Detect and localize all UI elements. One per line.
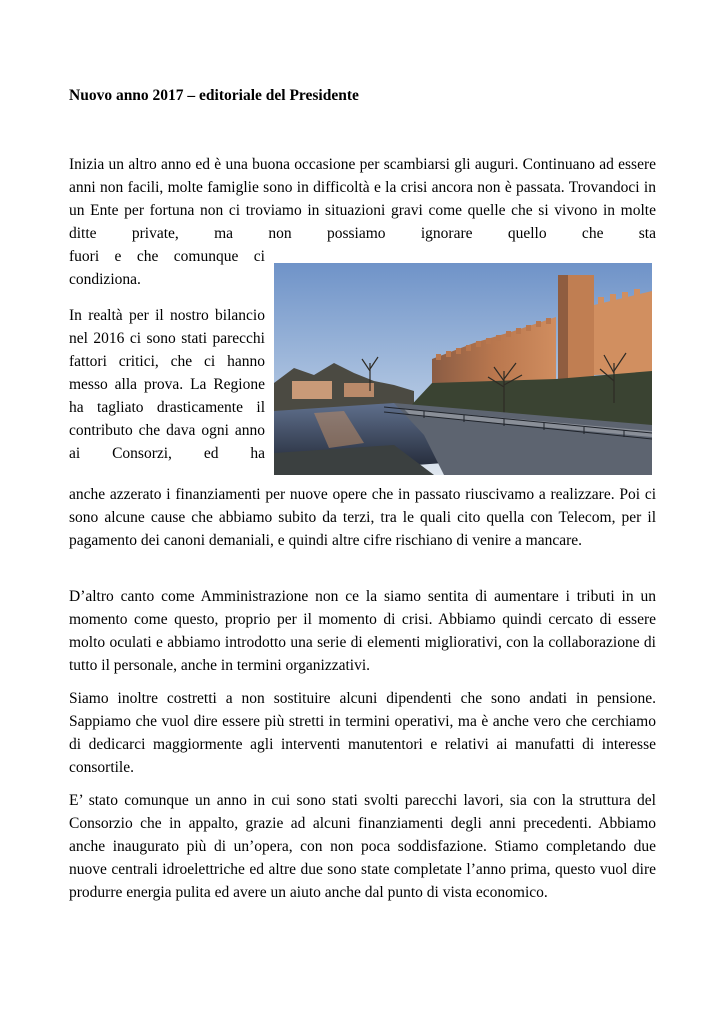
paragraph-2: In realtà per il nostro bilancio nel 2016 ci sono stati parecchi fattori critici, che ci hanno messo alla prova. La Regione ha tagliato drasticamente il contributo che dava ogni anno ai Consorzi, ed ha xyxy=(69,307,265,462)
city-walls-photo xyxy=(274,263,652,475)
paragraph-3: D’altro canto come Amministrazione non ce la siamo sentita di aumentare i tributi in un momento come questo, proprio per il momento di crisi. Abbiamo quindi cercato di essere molto oculati e abbiamo introdotto una serie di elementi migliorativi, con la collaborazione di tutto il personale, anche in termini organizzativi. xyxy=(69,588,656,674)
paragraph-1-continued: fuori e che comunque ci condiziona. xyxy=(69,248,265,288)
paragraph-2-continued: anche azzerato i finanziamenti per nuove opere che in passato riuscivamo a realizzare. Poi ci sono alcune cause che abbiamo subito da terzi, tra le quali cito quella con Telecom, per il pagamento dei canoni demaniali, e quindi altre cifre rischiano di venire a mancare. xyxy=(69,486,656,549)
page-title: Nuovo anno 2017 – editoriale del Presidente xyxy=(69,87,359,104)
paragraph-1: Inizia un altro anno ed è una buona occasione per scambiarsi gli auguri. Continuano ad essere anni non facili, molte famiglie sono in difficoltà e la crisi ancora non è passata. Trovandoci in un Ente per fortuna non ci troviamo in situazioni gravi come quelle che si vivono in molte ditte private, ma non possiamo ignorare quello che sta xyxy=(69,156,656,242)
paragraph-5: E’ stato comunque un anno in cui sono stati svolti parecchi lavori, sia con la struttura del Consorzio che in appalto, grazie ad alcuni finanziamenti degli anni precedenti. Abbiamo anche inaugurato più di un’opera, con non poca soddisfazione. Stiamo completando due nuove centrali idroelettriche ed altre due sono state completate l’anno prima, questo vuol dire produrre energia pulita ed avere un aiuto anche dal punto di vista economico. xyxy=(69,792,656,901)
paragraph-4: Siamo inoltre costretti a non sostituire alcuni dipendenti che sono andati in pensione. Sappiamo che vuol dire essere più stretti in termini operativi, ma è anche vero che cerchiamo di dedicarci maggiormente agli interventi manutentori e relativi ai manufatti di interesse consortile. xyxy=(69,690,656,776)
